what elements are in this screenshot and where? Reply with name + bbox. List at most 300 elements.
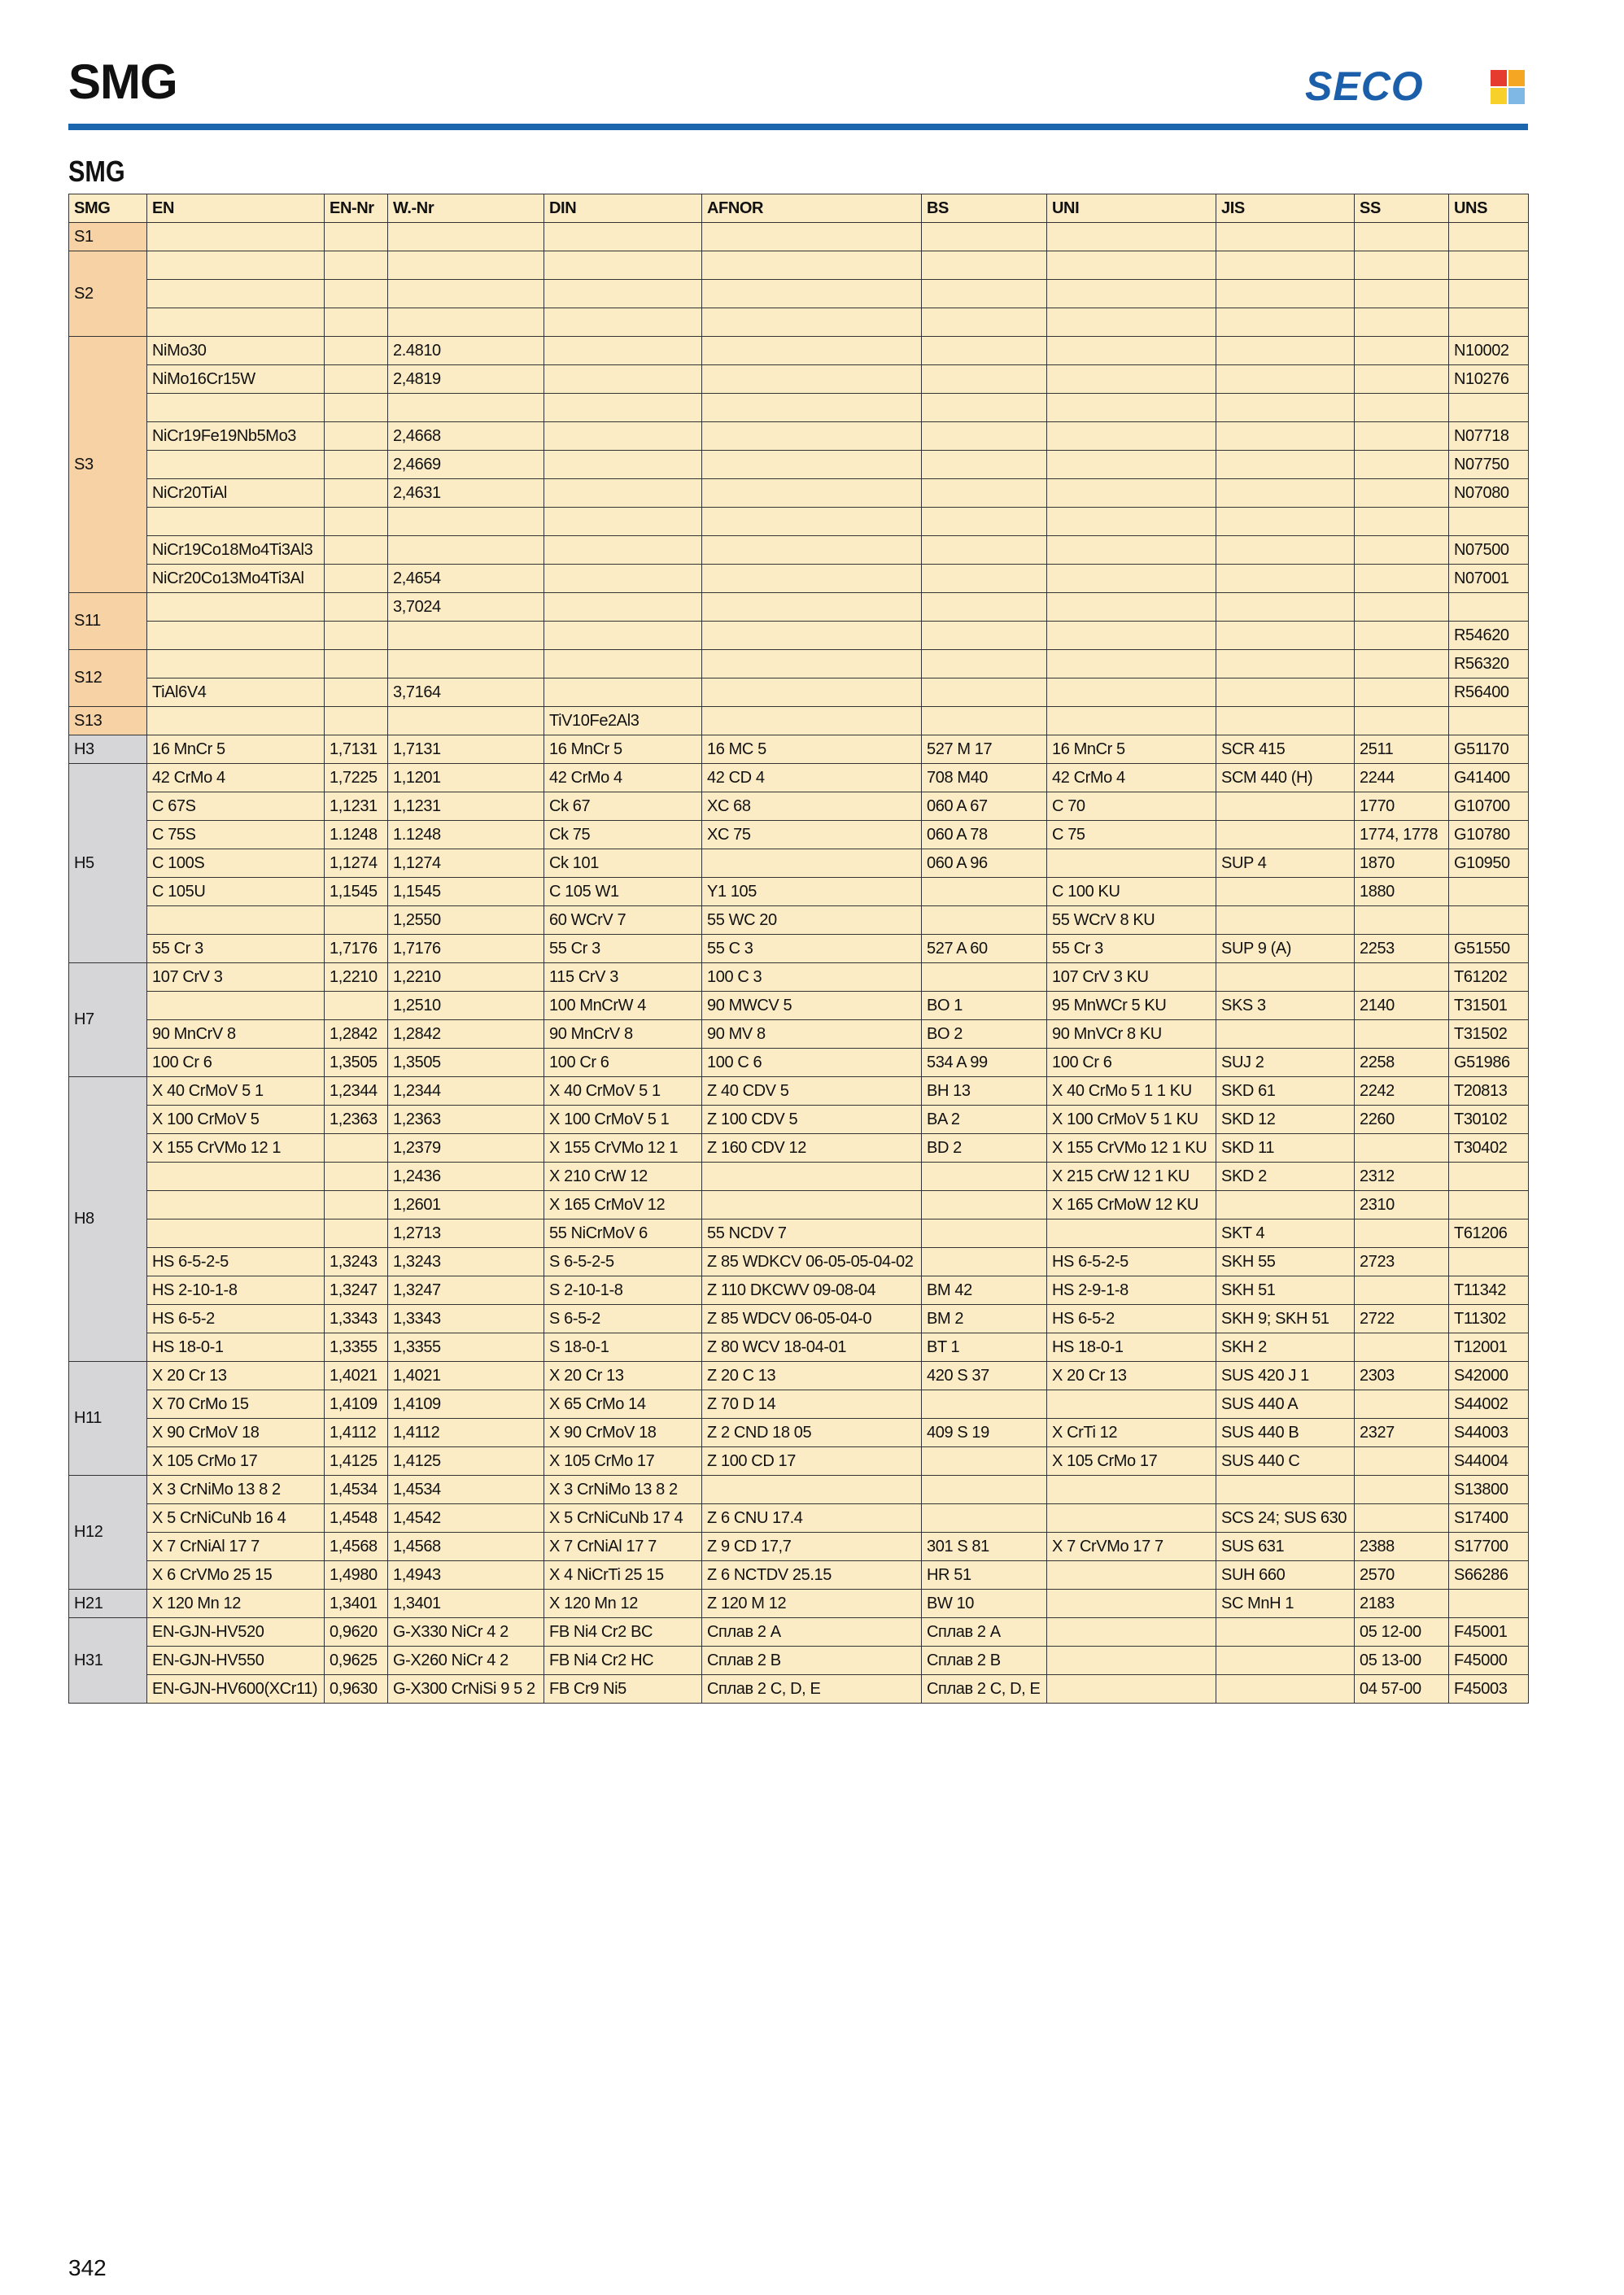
table-cell: 1,4021 bbox=[388, 1362, 544, 1390]
table-cell bbox=[1355, 593, 1449, 622]
table-cell bbox=[147, 992, 325, 1020]
table-cell bbox=[922, 251, 1047, 280]
table-cell bbox=[702, 536, 922, 565]
table-cell bbox=[1047, 849, 1216, 878]
table-cell: X 7 CrNiAl 17 7 bbox=[147, 1533, 325, 1561]
table-row bbox=[69, 622, 1529, 650]
table-cell bbox=[922, 650, 1047, 678]
table-row bbox=[69, 1447, 1529, 1476]
table-cell: 1,2379 bbox=[388, 1134, 544, 1163]
table-cell: N07750 bbox=[1449, 451, 1529, 479]
table-cell bbox=[147, 280, 325, 308]
table-cell bbox=[922, 422, 1047, 451]
column-header: UNS bbox=[1449, 194, 1529, 223]
smg-group-cell: H8 bbox=[69, 1077, 147, 1362]
table-cell: N07718 bbox=[1449, 422, 1529, 451]
table-cell: HS 18-0-1 bbox=[1047, 1333, 1216, 1362]
table-cell bbox=[922, 280, 1047, 308]
table-cell: NiCr19Fe19Nb5Mo3 bbox=[147, 422, 325, 451]
table-cell bbox=[147, 906, 325, 935]
table-cell bbox=[1355, 308, 1449, 337]
table-cell: G10780 bbox=[1449, 821, 1529, 849]
table-cell: HS 18-0-1 bbox=[147, 1333, 325, 1362]
table-row bbox=[69, 1333, 1529, 1362]
table-cell bbox=[1449, 280, 1529, 308]
table-cell: 2253 bbox=[1355, 935, 1449, 963]
smg-group-cell: H7 bbox=[69, 963, 147, 1077]
table-cell bbox=[1355, 251, 1449, 280]
table-cell: SCS 24; SUS 630 bbox=[1216, 1504, 1355, 1533]
table-cell: G10950 bbox=[1449, 849, 1529, 878]
table-cell bbox=[1355, 1020, 1449, 1049]
table-cell: 2260 bbox=[1355, 1106, 1449, 1134]
table-cell bbox=[1216, 422, 1355, 451]
table-cell: BW 10 bbox=[922, 1590, 1047, 1618]
table-cell bbox=[325, 992, 388, 1020]
table-cell: C 105U bbox=[147, 878, 325, 906]
table-row bbox=[69, 1476, 1529, 1504]
table-cell bbox=[1355, 508, 1449, 536]
table-cell bbox=[1216, 479, 1355, 508]
table-cell bbox=[1355, 365, 1449, 394]
table-cell: X 100 CrMoV 5 1 KU bbox=[1047, 1106, 1216, 1134]
table-row bbox=[69, 935, 1529, 963]
table-cell bbox=[1216, 1618, 1355, 1647]
column-header: BS bbox=[922, 194, 1047, 223]
table-cell: X 3 CrNiMo 13 8 2 bbox=[147, 1476, 325, 1504]
table-cell: NiCr20Co13Mo4Ti3Al bbox=[147, 565, 325, 593]
table-cell: SKD 11 bbox=[1216, 1134, 1355, 1163]
table-cell: Ck 101 bbox=[544, 849, 702, 878]
table-cell bbox=[702, 394, 922, 422]
smg-group-cell: H21 bbox=[69, 1590, 147, 1618]
table-cell: F45000 bbox=[1449, 1647, 1529, 1675]
table-cell: X 120 Mn 12 bbox=[544, 1590, 702, 1618]
table-cell bbox=[147, 1163, 325, 1191]
table-cell: SKH 51 bbox=[1216, 1276, 1355, 1305]
table-cell: T12001 bbox=[1449, 1333, 1529, 1362]
table-cell: TiAl6V4 bbox=[147, 678, 325, 707]
table-cell bbox=[1216, 593, 1355, 622]
table-cell: 55 C 3 bbox=[702, 935, 922, 963]
table-cell bbox=[1216, 251, 1355, 280]
table-cell: T30402 bbox=[1449, 1134, 1529, 1163]
table-row bbox=[69, 1305, 1529, 1333]
table-cell bbox=[922, 308, 1047, 337]
table-cell: 100 Cr 6 bbox=[544, 1049, 702, 1077]
table-cell: 3,7024 bbox=[388, 593, 544, 622]
table-cell bbox=[147, 1219, 325, 1248]
table-cell bbox=[325, 1134, 388, 1163]
table-row bbox=[69, 878, 1529, 906]
table-cell: 2,4654 bbox=[388, 565, 544, 593]
table-cell bbox=[922, 906, 1047, 935]
table-cell: C 75 bbox=[1047, 821, 1216, 849]
table-cell: 3,7164 bbox=[388, 678, 544, 707]
table-cell: 2242 bbox=[1355, 1077, 1449, 1106]
table-cell bbox=[1216, 536, 1355, 565]
table-cell bbox=[1047, 1561, 1216, 1590]
table-cell: 1,2550 bbox=[388, 906, 544, 935]
table-cell bbox=[544, 394, 702, 422]
table-cell: X 40 CrMo 5 1 1 KU bbox=[1047, 1077, 1216, 1106]
table-row bbox=[69, 735, 1529, 764]
smg-group-cell: H3 bbox=[69, 735, 147, 764]
table-cell bbox=[1216, 878, 1355, 906]
page-number: 342 bbox=[68, 2255, 107, 2280]
table-cell: X 7 CrNiAl 17 7 bbox=[544, 1533, 702, 1561]
table-cell: 1,3355 bbox=[325, 1333, 388, 1362]
table-cell bbox=[702, 280, 922, 308]
table-cell: 55 Cr 3 bbox=[147, 935, 325, 963]
table-cell: XC 75 bbox=[702, 821, 922, 849]
table-cell: 1,7176 bbox=[325, 935, 388, 963]
table-cell: 90 MV 8 bbox=[702, 1020, 922, 1049]
table-cell: 1870 bbox=[1355, 849, 1449, 878]
table-cell: X 70 CrMo 15 bbox=[147, 1390, 325, 1419]
table-cell: HS 6-5-2-5 bbox=[147, 1248, 325, 1276]
table-cell bbox=[702, 308, 922, 337]
table-row bbox=[69, 308, 1529, 337]
table-cell bbox=[1355, 280, 1449, 308]
table-cell: X 155 CrVMo 12 1 bbox=[147, 1134, 325, 1163]
table-cell: 1,1231 bbox=[388, 792, 544, 821]
table-cell: 301 S 81 bbox=[922, 1533, 1047, 1561]
table-cell: S66286 bbox=[1449, 1561, 1529, 1590]
table-cell: X 155 CrVMo 12 1 bbox=[544, 1134, 702, 1163]
table-row bbox=[69, 593, 1529, 622]
table-cell: Z 9 CD 17,7 bbox=[702, 1533, 922, 1561]
table-cell: N10002 bbox=[1449, 337, 1529, 365]
table-cell bbox=[702, 1476, 922, 1504]
table-cell: 16 MC 5 bbox=[702, 735, 922, 764]
table-cell bbox=[1449, 1248, 1529, 1276]
table-cell: 2140 bbox=[1355, 992, 1449, 1020]
table-cell: HS 2-10-1-8 bbox=[147, 1276, 325, 1305]
table-cell: T31501 bbox=[1449, 992, 1529, 1020]
table-cell: SKD 61 bbox=[1216, 1077, 1355, 1106]
logo-mark-icon bbox=[1491, 70, 1525, 104]
smg-group-cell: H31 bbox=[69, 1618, 147, 1704]
table-cell bbox=[1355, 565, 1449, 593]
table-cell: SKS 3 bbox=[1216, 992, 1355, 1020]
table-cell: X 90 CrMoV 18 bbox=[544, 1419, 702, 1447]
table-cell bbox=[1355, 1504, 1449, 1533]
table-cell: 55 NiCrMoV 6 bbox=[544, 1219, 702, 1248]
table-row bbox=[69, 1163, 1529, 1191]
table-cell bbox=[1355, 1134, 1449, 1163]
table-cell bbox=[1047, 308, 1216, 337]
table-cell: S44004 bbox=[1449, 1447, 1529, 1476]
table-cell: T61206 bbox=[1449, 1219, 1529, 1248]
table-cell: 1,4125 bbox=[325, 1447, 388, 1476]
table-row bbox=[69, 1647, 1529, 1675]
table-cell bbox=[325, 223, 388, 251]
table-cell bbox=[1216, 394, 1355, 422]
table-cell: 060 A 67 bbox=[922, 792, 1047, 821]
table-cell bbox=[702, 565, 922, 593]
table-cell bbox=[922, 707, 1047, 735]
table-cell: 0,9630 bbox=[325, 1675, 388, 1704]
table-cell: R54620 bbox=[1449, 622, 1529, 650]
table-cell: N07001 bbox=[1449, 565, 1529, 593]
table-cell bbox=[702, 251, 922, 280]
table-cell bbox=[325, 280, 388, 308]
table-cell: 2511 bbox=[1355, 735, 1449, 764]
table-cell: N07080 bbox=[1449, 479, 1529, 508]
column-header: AFNOR bbox=[702, 194, 922, 223]
table-cell: 2,4669 bbox=[388, 451, 544, 479]
logo-square-red bbox=[1491, 70, 1507, 86]
table-cell: 1,2363 bbox=[388, 1106, 544, 1134]
table-cell bbox=[388, 394, 544, 422]
table-cell bbox=[1047, 365, 1216, 394]
table-cell: SUP 4 bbox=[1216, 849, 1355, 878]
table-cell: 1,4943 bbox=[388, 1561, 544, 1590]
table-cell: 2.4810 bbox=[388, 337, 544, 365]
table-cell: 107 CrV 3 KU bbox=[1047, 963, 1216, 992]
table-cell: 1,2436 bbox=[388, 1163, 544, 1191]
table-cell: 1,1545 bbox=[325, 878, 388, 906]
table-cell: BD 2 bbox=[922, 1134, 1047, 1163]
table-cell: 1,3247 bbox=[388, 1276, 544, 1305]
table-cell: BT 1 bbox=[922, 1333, 1047, 1362]
table-cell: Z 85 WDCV 06-05-04-0 bbox=[702, 1305, 922, 1333]
table-row bbox=[69, 764, 1529, 792]
table-cell bbox=[388, 622, 544, 650]
table-header-row bbox=[69, 194, 1529, 223]
table-cell bbox=[1047, 1504, 1216, 1533]
table-row bbox=[69, 992, 1529, 1020]
table-cell: 42 CrMo 4 bbox=[147, 764, 325, 792]
table-cell: SKD 12 bbox=[1216, 1106, 1355, 1134]
table-row bbox=[69, 1248, 1529, 1276]
table-cell: 1,4548 bbox=[325, 1504, 388, 1533]
table-cell: 2183 bbox=[1355, 1590, 1449, 1618]
table-row bbox=[69, 1590, 1529, 1618]
table-row bbox=[69, 565, 1529, 593]
table-row bbox=[69, 422, 1529, 451]
table-cell: 060 A 96 bbox=[922, 849, 1047, 878]
table-row bbox=[69, 251, 1529, 280]
table-cell bbox=[1355, 422, 1449, 451]
table-cell bbox=[1355, 479, 1449, 508]
table-cell: Сплав 2 А bbox=[922, 1618, 1047, 1647]
smg-group-cell: S12 bbox=[69, 650, 147, 707]
table-cell bbox=[1449, 1590, 1529, 1618]
table-cell: 1,7225 bbox=[325, 764, 388, 792]
table-cell: 95 MnWCr 5 KU bbox=[1047, 992, 1216, 1020]
table-cell: 1,4109 bbox=[325, 1390, 388, 1419]
table-cell: 1,4568 bbox=[388, 1533, 544, 1561]
table-cell bbox=[1355, 451, 1449, 479]
table-cell: S 2-10-1-8 bbox=[544, 1276, 702, 1305]
table-cell bbox=[388, 308, 544, 337]
material-table bbox=[68, 194, 1529, 1704]
column-header: EN-Nr bbox=[325, 194, 388, 223]
logo-square-blue bbox=[1508, 88, 1525, 104]
table-cell: 1,4534 bbox=[325, 1476, 388, 1504]
table-cell bbox=[388, 280, 544, 308]
table-cell bbox=[1047, 1647, 1216, 1675]
table-cell bbox=[922, 1191, 1047, 1219]
table-cell: T11302 bbox=[1449, 1305, 1529, 1333]
table-cell: 2312 bbox=[1355, 1163, 1449, 1191]
table-cell: SKH 2 bbox=[1216, 1333, 1355, 1362]
table-cell: SKD 2 bbox=[1216, 1163, 1355, 1191]
table-cell bbox=[1047, 223, 1216, 251]
table-cell bbox=[922, 1163, 1047, 1191]
table-cell: 90 MnVCr 8 KU bbox=[1047, 1020, 1216, 1049]
table-cell bbox=[325, 394, 388, 422]
table-cell: SUP 9 (A) bbox=[1216, 935, 1355, 963]
table-cell bbox=[544, 593, 702, 622]
table-cell: C 67S bbox=[147, 792, 325, 821]
table-cell: Сплав 2 С, D, E bbox=[922, 1675, 1047, 1704]
table-cell: SUS 420 J 1 bbox=[1216, 1362, 1355, 1390]
table-cell bbox=[922, 1390, 1047, 1419]
table-cell bbox=[544, 678, 702, 707]
table-cell: X 120 Mn 12 bbox=[147, 1590, 325, 1618]
table-cell: 1,1545 bbox=[388, 878, 544, 906]
table-cell: X 7 CrVMo 17 7 bbox=[1047, 1533, 1216, 1561]
smg-group-cell: S11 bbox=[69, 593, 147, 650]
table-cell: 060 A 78 bbox=[922, 821, 1047, 849]
table-cell: 1774, 1778 bbox=[1355, 821, 1449, 849]
table-cell bbox=[922, 1219, 1047, 1248]
table-cell: R56400 bbox=[1449, 678, 1529, 707]
table-cell: HS 6-5-2 bbox=[147, 1305, 325, 1333]
table-cell bbox=[325, 906, 388, 935]
table-cell bbox=[1047, 1476, 1216, 1504]
table-cell bbox=[147, 451, 325, 479]
table-cell bbox=[922, 878, 1047, 906]
table-cell bbox=[1449, 593, 1529, 622]
table-cell bbox=[544, 650, 702, 678]
logo-square-yellow bbox=[1491, 88, 1507, 104]
table-cell: X 20 Cr 13 bbox=[544, 1362, 702, 1390]
smg-group-cell: S3 bbox=[69, 337, 147, 593]
table-cell bbox=[388, 650, 544, 678]
table-cell: X 20 Cr 13 bbox=[1047, 1362, 1216, 1390]
table-cell: G10700 bbox=[1449, 792, 1529, 821]
table-cell bbox=[544, 451, 702, 479]
table-cell: TiV10Fe2Al3 bbox=[544, 707, 702, 735]
table-cell bbox=[1216, 451, 1355, 479]
table-cell bbox=[1216, 223, 1355, 251]
table-cell: NiMo30 bbox=[147, 337, 325, 365]
table-cell bbox=[1355, 1390, 1449, 1419]
table-cell: T11342 bbox=[1449, 1276, 1529, 1305]
table-cell: X 40 CrMoV 5 1 bbox=[544, 1077, 702, 1106]
table-cell bbox=[388, 707, 544, 735]
table-cell: EN-GJN-HV520 bbox=[147, 1618, 325, 1647]
table-row bbox=[69, 479, 1529, 508]
table-cell: SC MnH 1 bbox=[1216, 1590, 1355, 1618]
table-cell bbox=[1216, 508, 1355, 536]
table-cell bbox=[544, 251, 702, 280]
table-cell: N10276 bbox=[1449, 365, 1529, 394]
table-cell: 420 S 37 bbox=[922, 1362, 1047, 1390]
table-cell: N07500 bbox=[1449, 536, 1529, 565]
table-cell: 1,3505 bbox=[388, 1049, 544, 1077]
table-cell: 1,2210 bbox=[388, 963, 544, 992]
table-cell bbox=[1449, 878, 1529, 906]
table-cell: R56320 bbox=[1449, 650, 1529, 678]
table-cell: X 165 CrMoV 12 bbox=[544, 1191, 702, 1219]
table-cell: 1,1201 bbox=[388, 764, 544, 792]
table-cell: 1,4109 bbox=[388, 1390, 544, 1419]
table-cell bbox=[147, 251, 325, 280]
table-cell bbox=[1047, 508, 1216, 536]
table-cell bbox=[544, 365, 702, 394]
table-cell: 1,3401 bbox=[325, 1590, 388, 1618]
table-row bbox=[69, 394, 1529, 422]
page-title: SMG bbox=[68, 55, 177, 109]
table-cell: S44003 bbox=[1449, 1419, 1529, 1447]
table-row bbox=[69, 792, 1529, 821]
table-cell: F45003 bbox=[1449, 1675, 1529, 1704]
table-cell bbox=[1216, 308, 1355, 337]
table-cell: SKT 4 bbox=[1216, 1219, 1355, 1248]
table-cell: 55 Cr 3 bbox=[544, 935, 702, 963]
table-cell: G51986 bbox=[1449, 1049, 1529, 1077]
table-cell bbox=[1355, 963, 1449, 992]
table-cell: 2722 bbox=[1355, 1305, 1449, 1333]
table-cell: HS 2-9-1-8 bbox=[1047, 1276, 1216, 1305]
table-cell bbox=[1047, 1219, 1216, 1248]
table-cell bbox=[1449, 1191, 1529, 1219]
table-cell bbox=[147, 308, 325, 337]
table-cell bbox=[544, 280, 702, 308]
table-cell bbox=[922, 479, 1047, 508]
table-cell bbox=[702, 707, 922, 735]
column-header: W.-Nr bbox=[388, 194, 544, 223]
table-cell: 1,4980 bbox=[325, 1561, 388, 1590]
table-cell: G-X330 NiCr 4 2 bbox=[388, 1618, 544, 1647]
table-cell: Z 85 WDKCV 06-05-05-04-02 bbox=[702, 1248, 922, 1276]
table-cell bbox=[922, 337, 1047, 365]
table-cell bbox=[325, 622, 388, 650]
table-row bbox=[69, 1618, 1529, 1647]
table-cell bbox=[1216, 1191, 1355, 1219]
table-cell bbox=[1216, 1476, 1355, 1504]
table-row bbox=[69, 963, 1529, 992]
table-cell bbox=[544, 337, 702, 365]
table-cell: 100 C 6 bbox=[702, 1049, 922, 1077]
table-cell: X 105 CrMo 17 bbox=[1047, 1447, 1216, 1476]
table-cell bbox=[702, 1163, 922, 1191]
table-cell bbox=[1355, 536, 1449, 565]
table-row bbox=[69, 821, 1529, 849]
table-cell: 1,4021 bbox=[325, 1362, 388, 1390]
smg-group-cell: H12 bbox=[69, 1476, 147, 1590]
table-cell: 05 13-00 bbox=[1355, 1647, 1449, 1675]
table-cell bbox=[922, 678, 1047, 707]
table-cell: HS 6-5-2 bbox=[1047, 1305, 1216, 1333]
table-cell: HS 6-5-2-5 bbox=[1047, 1248, 1216, 1276]
section-title: SMG bbox=[68, 155, 125, 188]
table-cell bbox=[1216, 678, 1355, 707]
table-cell bbox=[1355, 1219, 1449, 1248]
table-cell bbox=[1216, 280, 1355, 308]
table-cell bbox=[544, 536, 702, 565]
table-cell: C 70 bbox=[1047, 792, 1216, 821]
table-cell bbox=[147, 650, 325, 678]
table-cell: 1,2363 bbox=[325, 1106, 388, 1134]
table-cell bbox=[1355, 1476, 1449, 1504]
table-cell: X 100 CrMoV 5 1 bbox=[544, 1106, 702, 1134]
